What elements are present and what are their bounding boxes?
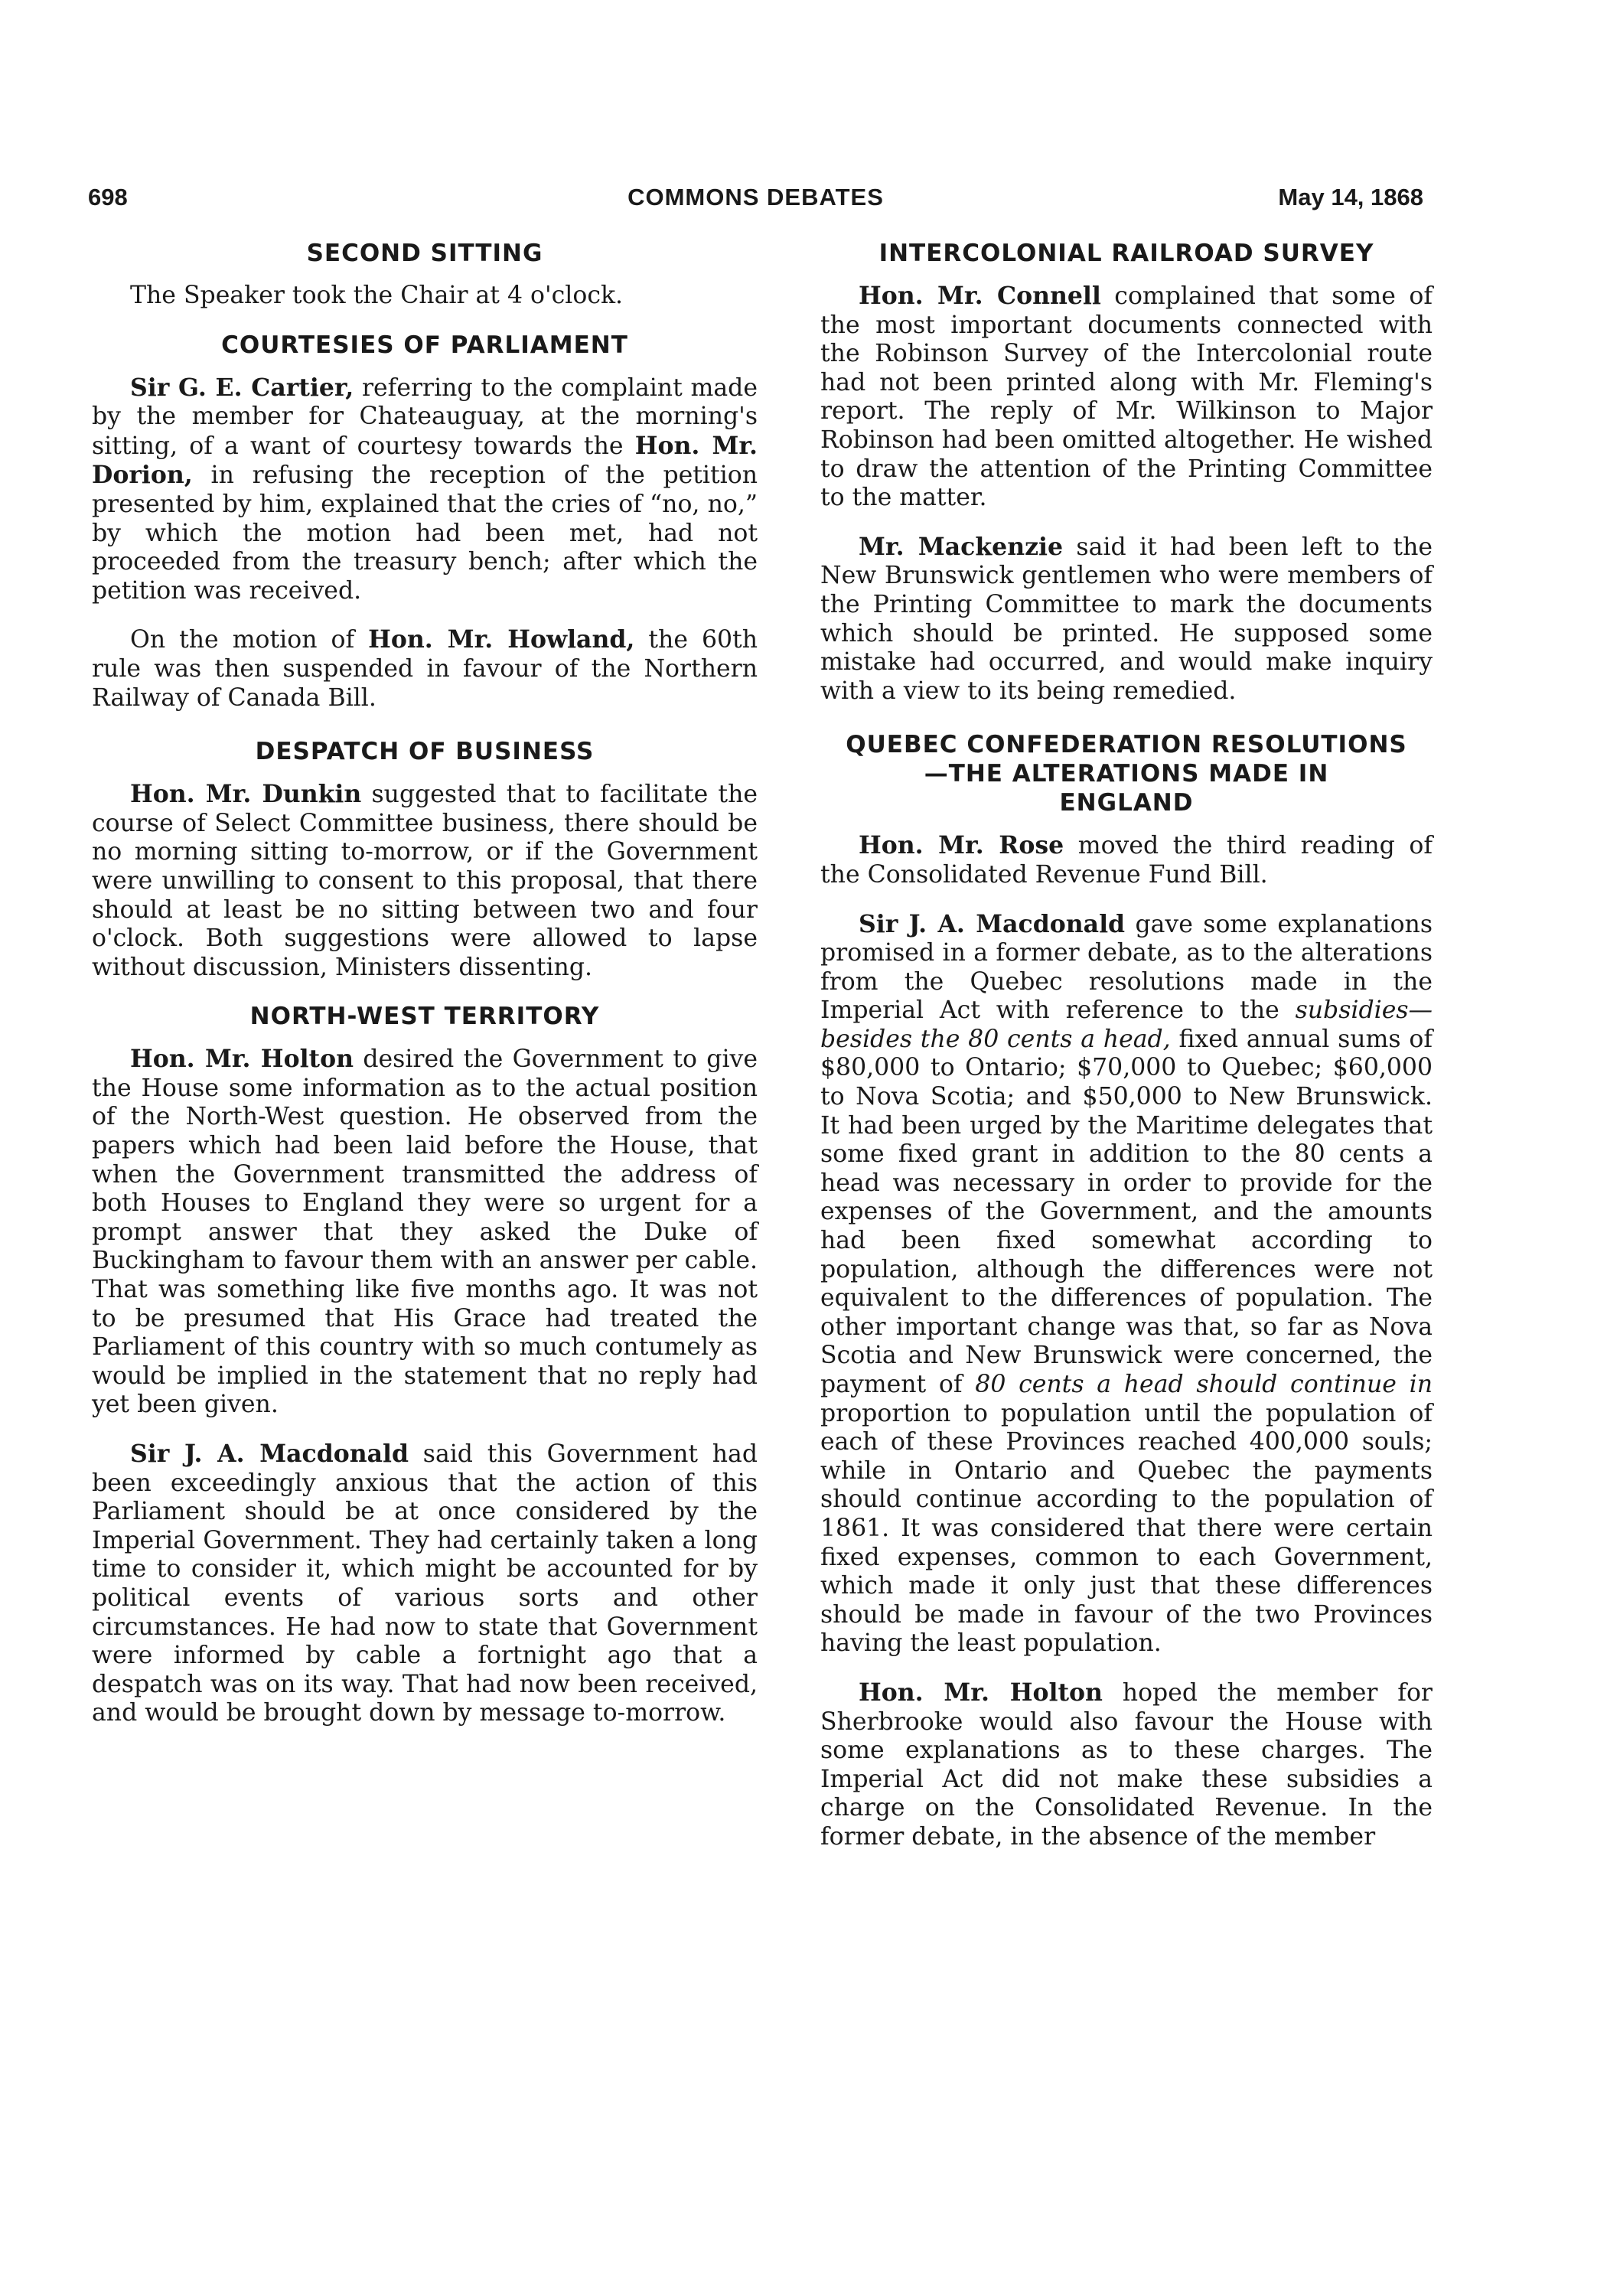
publication-title: COMMONS DEBATES (627, 184, 884, 210)
speaker-name: Sir J. A. Macdonald (130, 1440, 409, 1468)
page-number: 698 (88, 184, 128, 210)
section-heading-courtesies: COURTESIES OF PARLIAMENT (221, 331, 628, 359)
paragraph-text: suggested that to facilitate the course of Select Committee business, there should be no morning sitting to-morrow, or if the Government were unwilling to consent to this proposal, that there should at least be no sitting between two and four o'clock. Both suggestions were allowed to lapse without discussion, Ministers dissenting. (92, 781, 758, 981)
paragraph-text: referring to the complaint made by the member for Chateauguay, at the morning's sitting, of a want of courtesy towards the (92, 373, 758, 460)
paragraph (92, 1045, 758, 1420)
paragraph (820, 910, 1433, 1658)
section-heading-second-sitting: SECOND SITTING (306, 240, 543, 267)
paragraph (820, 831, 1433, 889)
issue-date: May 14, 1868 (1278, 184, 1423, 210)
paragraph-text: hoped the member for Sherbrooke would also favour the House with some explanations as to these charges. The Imperial Act did not make these subsidies a charge on the Consolidated Revenue. In the former debate, in the absence of the member (820, 1678, 1433, 1851)
paragraph (820, 533, 1433, 706)
paragraph-text: desired the Government to give the House some information as to the actual position of the North-West question. He observed from the papers which had been laid before the House, that when the Government transmitted the address of both Houses to England they were so urgent for a prompt answer that they asked the Duke of Buckingham to favour them with an answer per cable. That was something like five months ago. It was not to be presumed that His Grace had treated the Parliament of this country with so much contumely as would be implied in the statement that no reply had yet been given. (92, 1045, 758, 1419)
speaker-name: Hon. Mr. Dorion, (92, 431, 758, 490)
paragraph-text: in refusing the reception of the petition presented by him, explained that the cries of “no, no,” by which the motion had been met, had not proceeded from the treasury bench; after which the petition was received. (92, 461, 758, 605)
italic-text: subsidies—besides the 80 cents a head, (820, 996, 1433, 1053)
speaker-name: Hon. Mr. Howland, (368, 625, 635, 654)
section-heading-north-west: NORTH-WEST TERRITORY (249, 1003, 600, 1031)
paragraph (92, 373, 758, 606)
paragraph: The Speaker took the Chair at 4 o'clock. (130, 282, 624, 309)
paragraph-text: complained that some of the most important documents connected with the Robinson Survey of the Intercolonial route had not been printed along with Mr. Fleming's report. The reply of Mr. Wilkinson to Major Robinson had been omitted altogether. He wished to draw the attention of the Printing Committee to the matter. (820, 282, 1433, 512)
paragraph-text: On the motion of (130, 626, 369, 654)
speaker-name: Hon. Mr. Holton (130, 1045, 354, 1074)
paragraph-text: gave some explanations promised in a former debate, as to the alterations from the Quebec resolutions made in the Imperial Act with reference to the (820, 910, 1433, 1025)
heading-line: ENGLAND (1059, 789, 1194, 817)
paragraph (92, 625, 758, 713)
section-heading-despatch: DESPATCH OF BUSINESS (255, 738, 595, 766)
paragraph-text: said this Government had been exceedingly anxious that the action of this Parliament should be at once considered by the Imperial Government. They had certainly taken a long time to consider it, which might be accounted for by political events of various sorts and other circumstances. He had now to state that Government were informed by cable a fortnight ago that a despatch was on its way. That had now been received, and would be brought down by message to-morrow. (92, 1440, 758, 1727)
paragraph (820, 282, 1433, 513)
paragraph-text: the 60th rule was then suspended in favour of the Northern Railway of Canada Bill. (92, 626, 758, 712)
right-column (820, 239, 1433, 1872)
speaker-name: Sir G. E. Cartier, (130, 373, 354, 402)
speaker-name: Hon. Mr. Connell (859, 282, 1101, 310)
heading-line: —THE ALTERATIONS MADE IN (924, 760, 1329, 788)
heading-line: QUEBEC CONFEDERATION RESOLUTIONS (846, 731, 1407, 759)
speaker-name: Hon. Mr. Holton (859, 1678, 1103, 1707)
paragraph-text: moved the third reading of the Consolidated Revenue Fund Bill. (820, 832, 1433, 889)
paragraph-text: fixed annual sums of $80,000 to Ontario; $70,000 to Quebec; $60,000 to Nova Scotia; and $50,000 to New Brunswick. It had been urged by the Maritime delegates that some fixed grant in addition to the 80 cents a head was necessary in order to provide for the expenses of the Government, and the amounts had been fixed somewhat according to population, although the differences were not equivalent to the differences of population. The other important change was that, so far as Nova Scotia and New Brunswick were concerned, the payment of (820, 1025, 1433, 1398)
running-header (88, 178, 1423, 216)
paragraph-text: said it had been left to the New Brunswick gentlemen who were members of the Printing Committee to mark the documents which should be printed. He supposed some mistake had occurred, and would make inquiry with a view to its being remedied. (820, 533, 1433, 705)
speaker-name: Mr. Mackenzie (859, 532, 1064, 561)
speaker-name: Hon. Mr. Rose (859, 831, 1064, 860)
paragraph (92, 780, 758, 982)
section-heading-quebec-resolutions (820, 730, 1433, 817)
left-column (92, 239, 758, 1748)
paragraph-text: proportion to population until the population of each of these Provinces reached 400,000 souls; while in Ontario and Quebec the payments should continue according to the population of 1861. It was considered that there were certain fixed expenses, common to each Government, which made it only just that these differences should be made in favour of the two Provinces having the least population. (820, 1399, 1433, 1658)
paragraph (820, 1678, 1433, 1852)
italic-text: 80 cents a head should continue in (975, 1371, 1433, 1398)
speaker-name: Sir J. A. Macdonald (859, 909, 1126, 938)
paragraph (92, 1440, 758, 1728)
section-heading-intercolonial: INTERCOLONIAL RAILROAD SURVEY (878, 240, 1374, 267)
speaker-name: Hon. Mr. Dunkin (130, 780, 362, 809)
